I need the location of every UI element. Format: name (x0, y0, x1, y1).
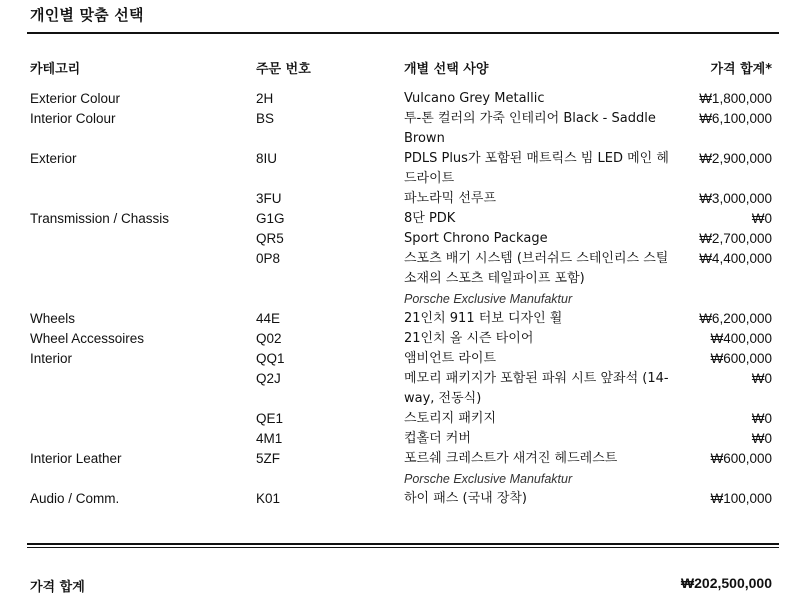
table-row (0, 89, 800, 109)
row-option: Vulcano Grey Metallic (404, 91, 545, 106)
row-option: 8단 PDK (404, 211, 456, 226)
row-code: 2H (256, 91, 274, 106)
row-category: Interior Colour (30, 111, 116, 126)
option-table (0, 89, 800, 509)
row-price: ₩100,000 (710, 491, 772, 506)
row-price: ₩600,000 (710, 451, 772, 466)
row-option: 파노라믹 선루프 (404, 191, 497, 206)
row-code: 0P8 (256, 251, 281, 266)
table-row (0, 249, 800, 289)
row-price: ₩1,800,000 (699, 91, 772, 106)
total-label: 가격 합계 (30, 580, 85, 595)
row-price: ₩6,200,000 (699, 311, 772, 326)
table-row (0, 149, 800, 189)
column-header-option: 개별 선택 사양 (404, 62, 489, 77)
row-code: 44E (256, 311, 281, 326)
row-category: Wheel Accessoires (30, 331, 145, 346)
row-price: ₩3,000,000 (699, 191, 772, 206)
row-code: BS (256, 111, 275, 126)
section-title: 개인별 맞춤 선택 (30, 6, 144, 24)
row-price: ₩0 (751, 371, 772, 386)
table-row (0, 369, 800, 409)
row-option: PDLS Plus가 포함된 매트릭스 빔 LED 메인 헤드라이트 (404, 151, 669, 186)
column-header-price: 가격 합계* (710, 62, 772, 77)
row-price: ₩2,900,000 (699, 151, 772, 166)
table-row (0, 309, 800, 329)
row-code: 3FU (256, 191, 282, 206)
row-note: Porsche Exclusive Manufaktur (404, 292, 573, 306)
table-row (0, 429, 800, 449)
row-code: Q2J (256, 371, 281, 386)
table-row (0, 489, 800, 509)
row-option: 하이 패스 (국내 장착) (404, 491, 528, 506)
row-category: Exterior Colour (30, 91, 121, 106)
row-category: Interior Leather (30, 451, 122, 466)
row-category: Wheels (30, 311, 76, 326)
row-code: QQ1 (256, 351, 285, 366)
table-row (0, 329, 800, 349)
row-price: ₩0 (751, 431, 772, 446)
row-price: ₩6,100,000 (699, 111, 772, 126)
row-code: 5ZF (256, 451, 281, 466)
row-price: ₩0 (751, 411, 772, 426)
row-price: ₩0 (751, 211, 772, 226)
row-category: Transmission / Chassis (30, 211, 170, 226)
row-option: 메모리 패키지가 포함된 파워 시트 앞좌석 (14-way, 전동식) (404, 371, 669, 406)
total-value: ₩202,500,000 (680, 575, 772, 591)
row-option: Sport Chrono Package (404, 231, 548, 246)
row-code: 4M1 (256, 431, 283, 446)
row-option: 21인치 올 시즌 타이어 (404, 331, 534, 346)
bottom-divider-thin (27, 547, 779, 548)
row-price: ₩2,700,000 (699, 231, 772, 246)
row-code: QE1 (256, 411, 284, 426)
table-row (0, 449, 800, 469)
row-option: 포르쉐 크레스트가 새겨진 헤드레스트 (404, 451, 618, 466)
row-code: QR5 (256, 231, 284, 246)
row-code: Q02 (256, 331, 282, 346)
table-row (0, 229, 800, 249)
row-option: 컵홀더 커버 (404, 431, 471, 446)
column-header-code: 주문 번호 (256, 62, 311, 77)
table-row (0, 349, 800, 369)
row-option: 투-톤 컬러의 가죽 인테리어 Black - Saddle Brown (404, 111, 656, 146)
table-row (0, 109, 800, 149)
table-row (0, 209, 800, 229)
row-category: Audio / Comm. (30, 491, 120, 506)
top-divider (27, 32, 779, 34)
table-row (0, 409, 800, 429)
row-price: ₩400,000 (710, 331, 772, 346)
row-price: ₩600,000 (710, 351, 772, 366)
row-category: Interior (30, 351, 73, 366)
row-option: 스포츠 배기 시스템 (브러쉬드 스테인리스 스틸 소재의 스포츠 테일파이프 포함) (404, 251, 669, 286)
row-option: 스토리지 패키지 (404, 411, 497, 426)
row-option: 21인치 911 터보 디자인 휠 (404, 311, 563, 326)
column-header-category: 카테고리 (30, 62, 81, 77)
row-price: ₩4,400,000 (699, 251, 772, 266)
row-code: 8IU (256, 151, 278, 166)
row-category: Exterior (30, 151, 77, 166)
row-code: K01 (256, 491, 281, 506)
row-code: G1G (256, 211, 285, 226)
row-option: 앰비언트 라이트 (404, 351, 497, 366)
bottom-divider (27, 543, 779, 545)
row-note: Porsche Exclusive Manufaktur (404, 472, 573, 486)
table-row (0, 189, 800, 209)
